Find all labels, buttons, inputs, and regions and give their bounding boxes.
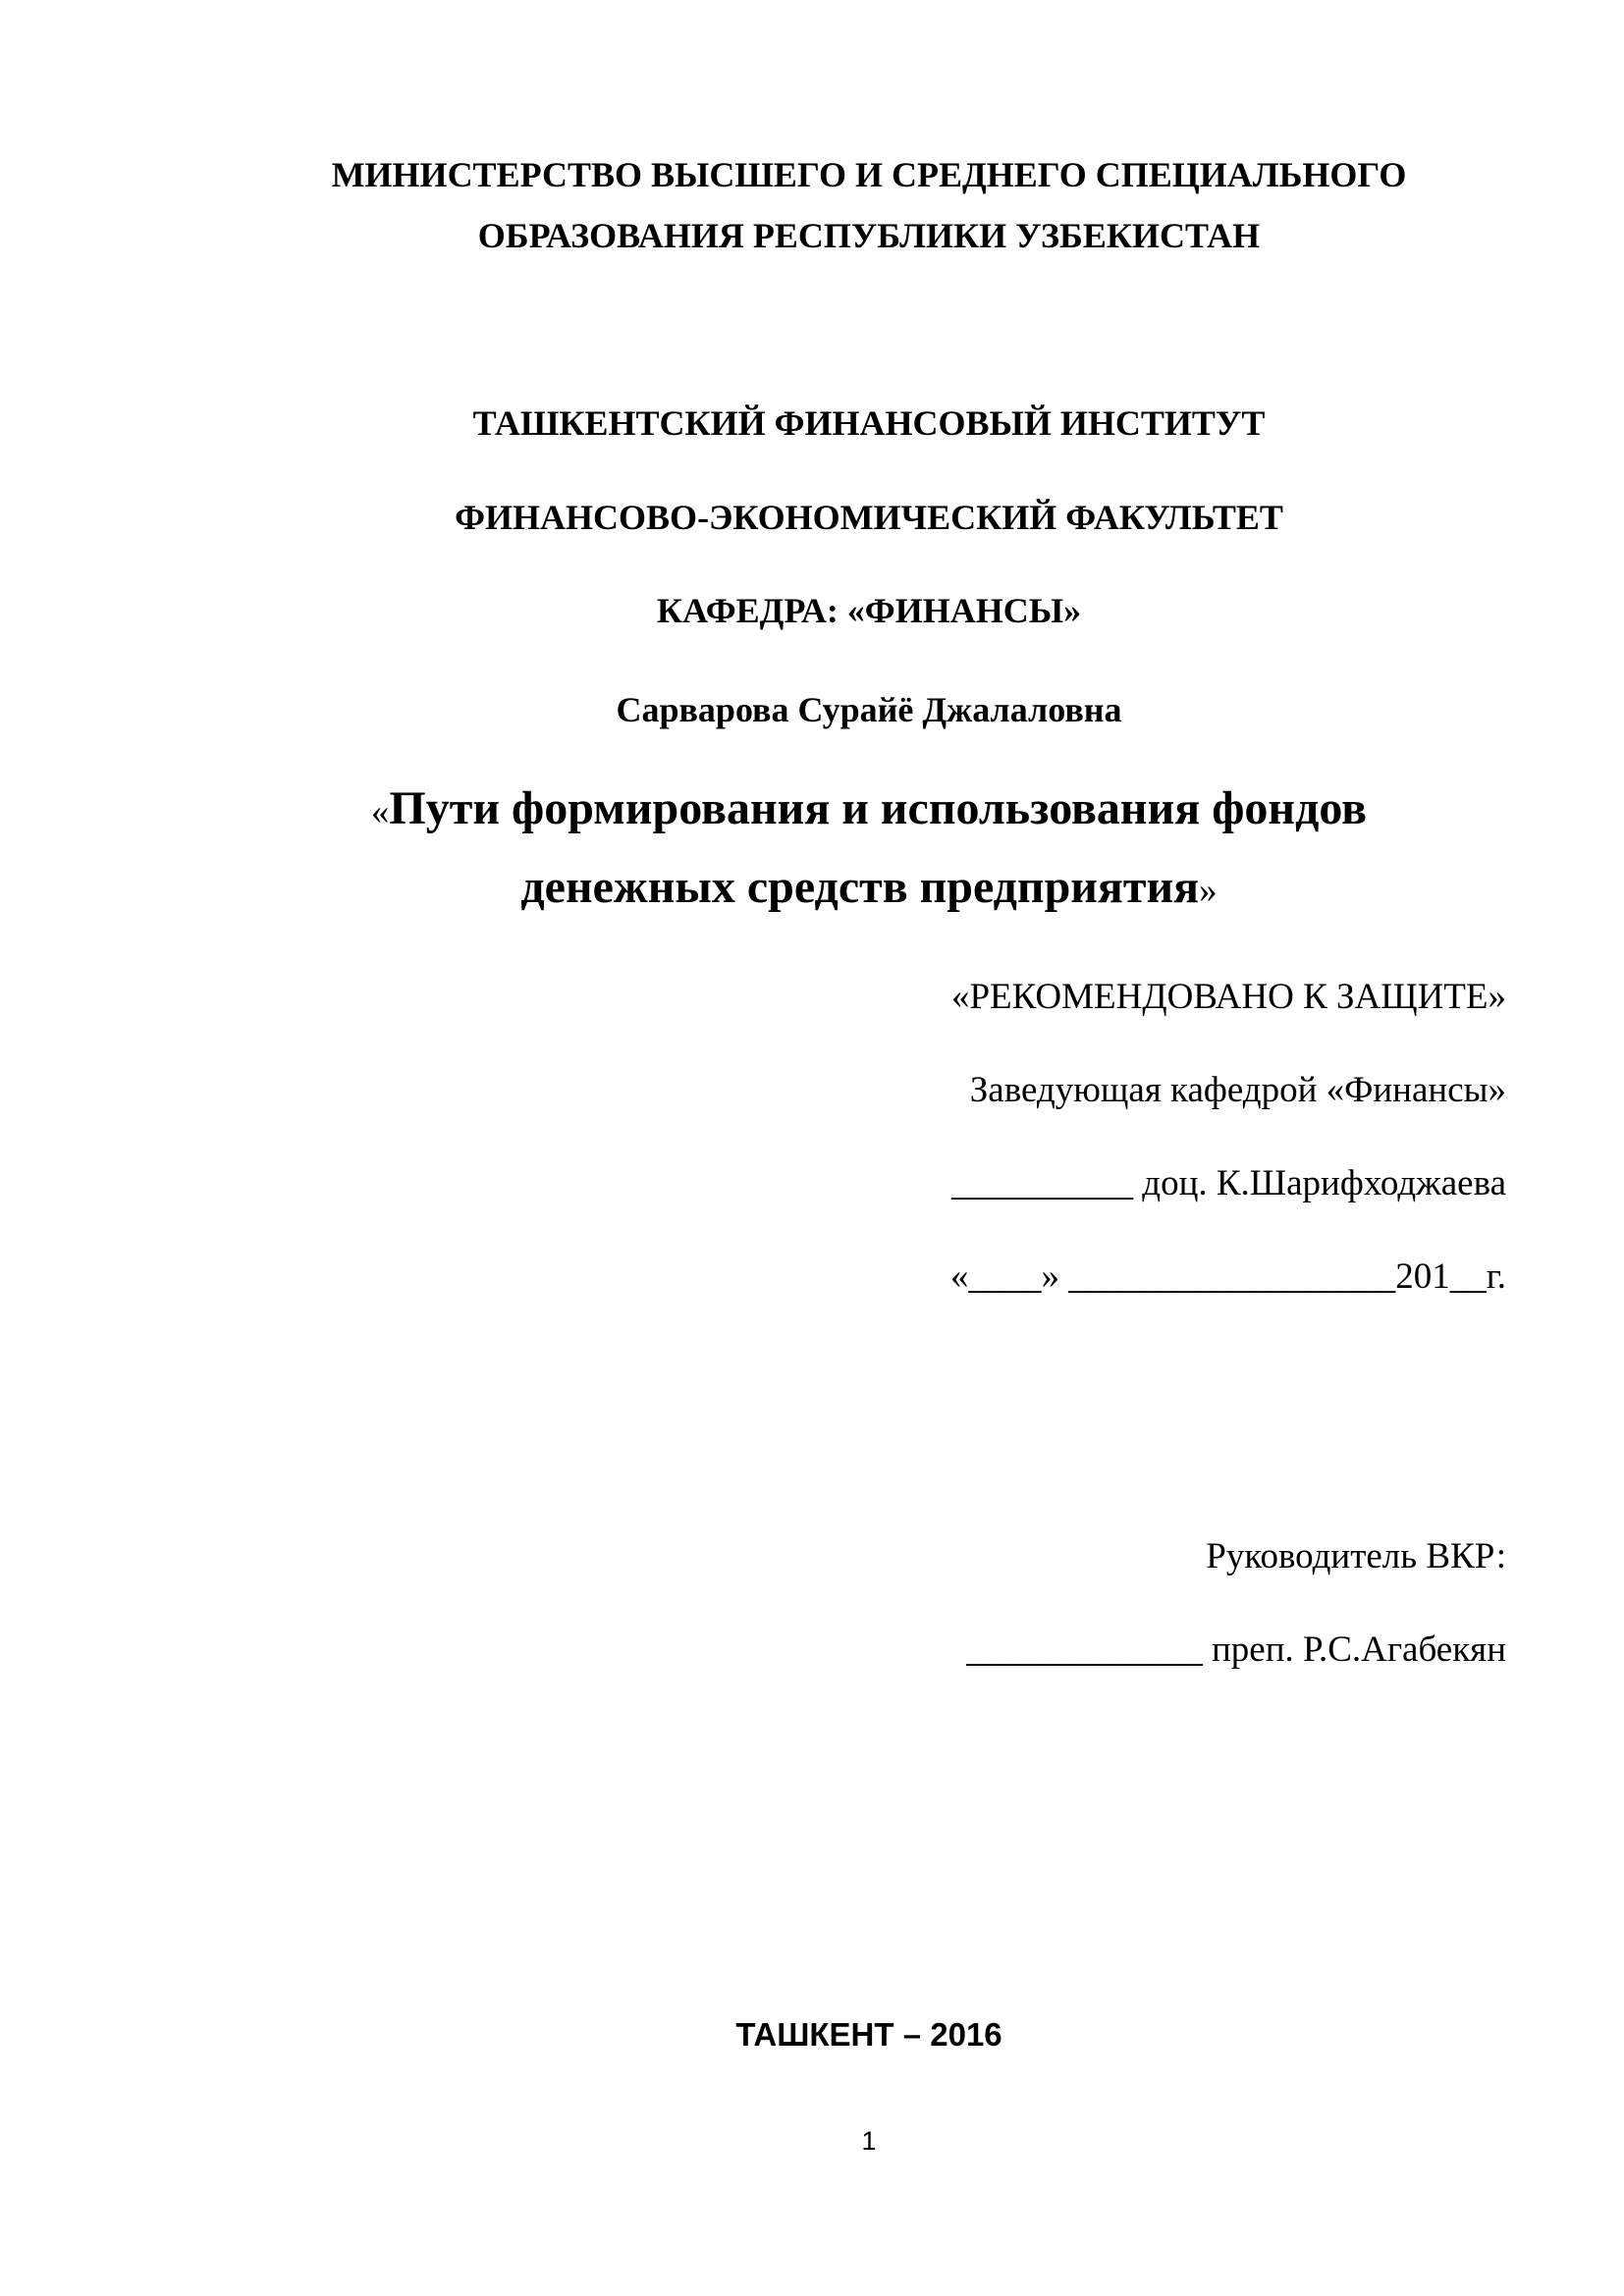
date-day-blank: ____ [968, 1256, 1042, 1297]
faculty-name: ФИНАНСОВО-ЭКОНОМИЧЕСКИЙ ФАКУЛЬТЕТ [455, 498, 1283, 537]
title-open-quote: « [370, 792, 390, 832]
date-year-prefix: 201 [1395, 1256, 1450, 1297]
city-year: ТАШКЕНТ – 2016 [735, 2016, 1002, 2053]
head-signature-blank: __________ [951, 1163, 1133, 1203]
approval-date-line [950, 1258, 1506, 1295]
recommended-for-defense: «РЕКОМЕНДОВАНО К ЗАЩИТЕ» [950, 977, 1506, 1017]
supervisor-label: Руководитель ВКР: [1206, 1536, 1506, 1576]
page-number: 1 [861, 2126, 877, 2156]
title-line-2-text: денежных средств предприятия [520, 861, 1200, 913]
date-open-quote: « [949, 1256, 969, 1297]
head-name: доц. К.Шарифходжаева [1142, 1163, 1506, 1203]
title-close-quote: » [1199, 871, 1218, 911]
date-year-blank: __ [1449, 1256, 1487, 1297]
thesis-title-line-2 [260, 861, 1478, 913]
ministry-line-1: МИНИСТЕРСТВО ВЫСШЕГО И СРЕДНЕГО СПЕЦИАЛЬНОГО [331, 155, 1407, 194]
supervisor-signature-blank: _____________ [966, 1629, 1203, 1670]
supervisor-signature-line [966, 1631, 1506, 1668]
thesis-title-line-1 [260, 782, 1478, 834]
date-suffix: г. [1486, 1256, 1506, 1297]
ministry-line-2: ОБРАЗОВАНИЯ РЕСПУБЛИКИ УЗБЕКИСТАН [477, 216, 1261, 255]
title-line-1-text: Пути формирования и использования фондов [389, 782, 1368, 834]
author-name: Сарварова Сурайё Джалаловна [616, 690, 1122, 729]
head-of-department-label: Заведующая кафедрой «Финансы» [969, 1070, 1506, 1110]
head-signature-line [951, 1165, 1506, 1201]
institute-name: ТАШКЕНТСКИЙ ФИНАНСОВЫЙ ИНСТИТУТ [472, 403, 1266, 443]
department-name: КАФЕДРА: «ФИНАНСЫ» [656, 591, 1082, 630]
date-close-quote: » [1041, 1256, 1059, 1297]
supervisor-name: преп. Р.С.Агабекян [1211, 1629, 1506, 1670]
date-month-blank: __________________ [1068, 1256, 1396, 1297]
